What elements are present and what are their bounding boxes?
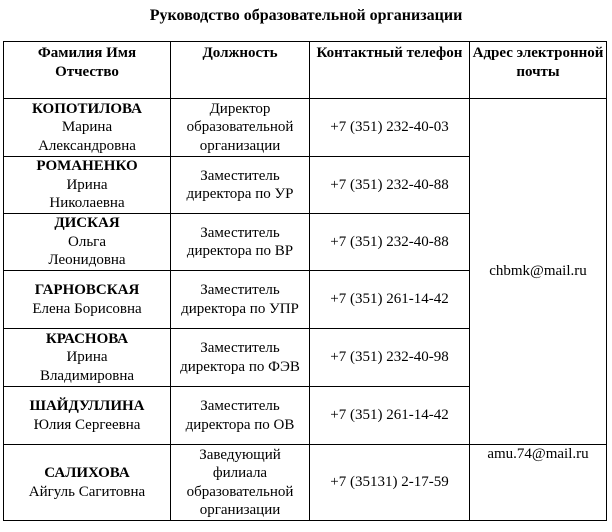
table-row [4, 445, 607, 521]
phone-cell: +7 (351) 232-40-98 [310, 329, 470, 387]
given-name: Елена Борисовна [32, 300, 142, 317]
given-name: Айгуль Сагитовна [28, 483, 146, 500]
given-name: Ирина [66, 349, 108, 366]
patronymic: Леонидовна [48, 252, 126, 269]
surname: ГАРНОВСКАЯ [34, 282, 140, 298]
header-phone: Контактный телефон [310, 42, 470, 99]
phone-cell: +7 (351) 232-40-03 [310, 99, 470, 157]
phone-cell: +7 (351) 261-14-42 [310, 387, 470, 445]
person-name-cell [4, 329, 171, 387]
phone-cell: +7 (35131) 2-17-59 [310, 445, 470, 521]
person-name-cell [4, 387, 171, 445]
surname: ДИСКАЯ [54, 215, 120, 232]
person-name-cell [4, 271, 171, 329]
surname: РОМАНЕНКО [36, 158, 138, 175]
page-title: Руководство образовательной организации [149, 7, 463, 24]
table-row [4, 99, 607, 157]
given-name: Ольга [68, 233, 106, 250]
given-name: Марина [61, 119, 113, 136]
phone-cell: +7 (351) 232-40-88 [310, 157, 470, 214]
phone-cell: +7 (351) 261-14-42 [310, 271, 470, 329]
phone-cell: +7 (351) 232-40-88 [310, 214, 470, 271]
position-cell: Заместитель директора по ВР [171, 214, 310, 271]
patronymic: Николаевна [49, 195, 125, 212]
position-cell: Директор образовательной организации [171, 99, 310, 157]
email-cell-branch[interactable]: amu.74@mail.ru [470, 445, 607, 521]
patronymic: Владимировна [39, 367, 135, 384]
person-name-cell [4, 99, 171, 157]
position-cell: Заместитель директора по ОВ [171, 387, 310, 445]
given-name: Юлия Сергеевна [33, 416, 141, 433]
position-cell: Заведующий филиала образовательной организации [171, 445, 310, 521]
leadership-table [3, 41, 607, 521]
surname: КОПОТИЛОВА [32, 100, 142, 117]
given-name: Ирина [66, 176, 108, 193]
header-name: Фамилия Имя Отчество [4, 42, 171, 99]
person-name-cell [4, 445, 171, 521]
surname: САЛИХОВА [44, 465, 130, 481]
person-name-cell [4, 157, 171, 214]
person-name-cell [4, 214, 171, 271]
surname: КРАСНОВА [45, 330, 129, 347]
table-header-row [4, 42, 607, 99]
header-position: Должность [171, 42, 310, 99]
email-cell-main[interactable]: chbmk@mail.ru [470, 99, 607, 445]
header-email: Адрес электронной почты [470, 42, 607, 99]
position-cell: Заместитель директора по УПР [171, 271, 310, 329]
position-cell: Заместитель директора по УР [171, 157, 310, 214]
surname: ШАЙДУЛЛИНА [29, 398, 145, 414]
position-cell: Заместитель директора по ФЭВ [171, 329, 310, 387]
patronymic: Александровна [38, 137, 136, 154]
